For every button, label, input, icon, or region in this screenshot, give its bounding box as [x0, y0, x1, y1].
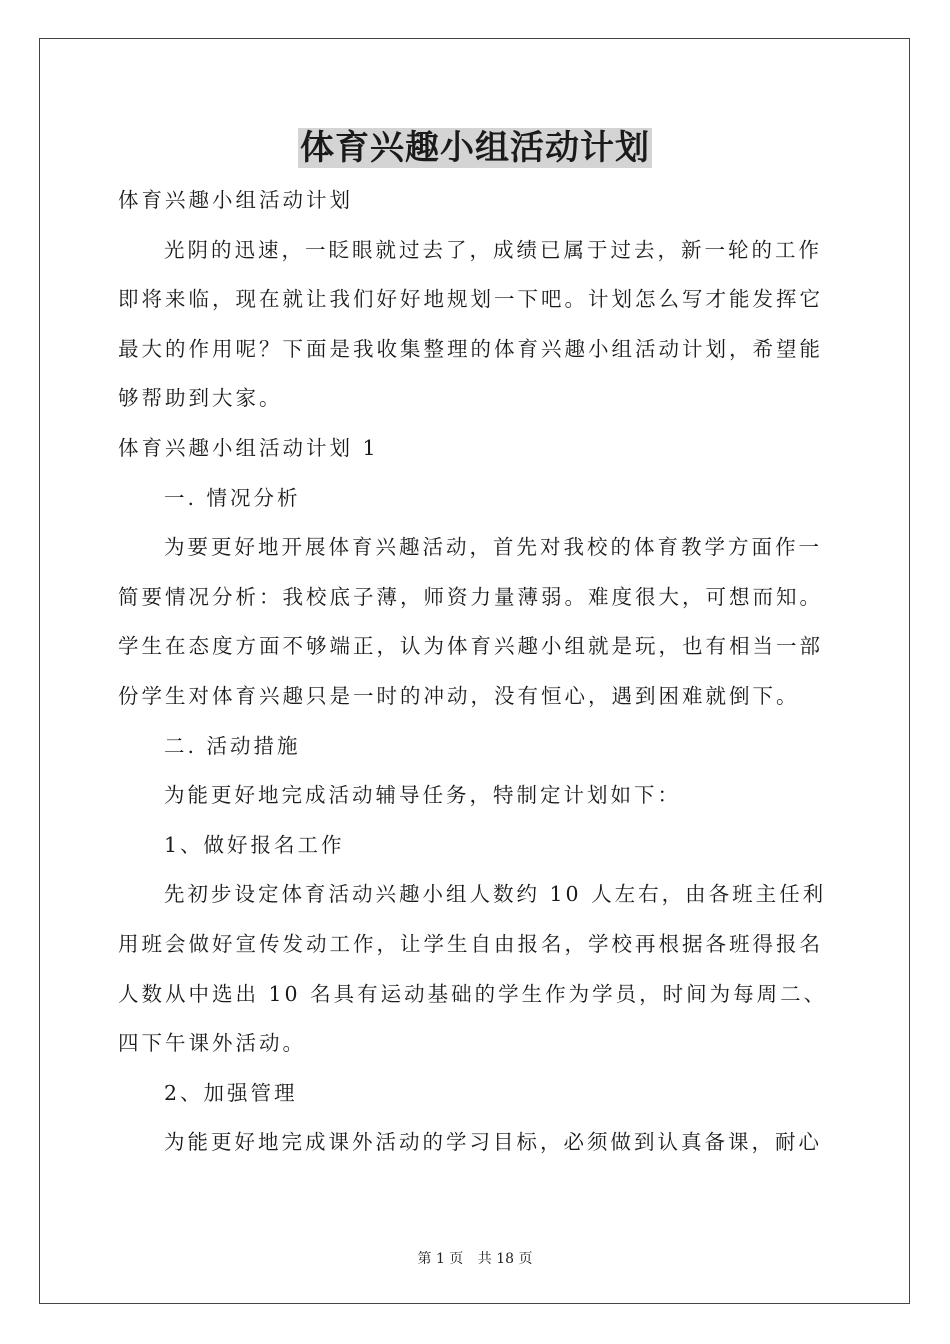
text-line: 为能更好地完成课外活动的学习目标，必须做到认真备课，耐心 — [164, 1130, 822, 1155]
text-line: 2、加强管理 — [164, 1080, 298, 1105]
text-line: 二. 活动措施 — [164, 733, 301, 758]
text-line: 简要情况分析：我校底子薄，师资力量薄弱。难度很大，可想而知。 — [118, 584, 823, 609]
text-line: 最大的作用呢？下面是我收集整理的体育兴趣小组活动计划，希望能 — [118, 336, 823, 361]
text-line: 人数从中选出 10 名具有运动基础的学生作为学员，时间为每周二、 — [118, 981, 828, 1006]
page-total: 共 18 页 — [477, 1251, 533, 1267]
text-line: 光阴的迅速，一眨眼就过去了，成绩已属于过去，新一轮的工作 — [164, 237, 822, 262]
text-line: 一. 情况分析 — [164, 485, 301, 510]
text-line: 学生在态度方面不够端正，认为体育兴趣小组就是玩，也有相当一部 — [118, 634, 823, 659]
text-line: 用班会做好宣传发动工作，让学生自由报名，学校再根据各班得报名 — [118, 931, 823, 956]
document-body — [118, 176, 834, 1168]
document-title-text: 体育兴趣小组活动计划 — [300, 128, 650, 168]
text-line: 1、做好报名工作 — [164, 832, 345, 857]
page-number: 第 1 页 — [417, 1251, 464, 1267]
text-line: 即将来临，现在就让我们好好地规划一下吧。计划怎么写才能发挥它 — [118, 287, 823, 312]
page-footer — [0, 1248, 950, 1268]
text-line: 为能更好地完成活动辅导任务，特制定计划如下： — [164, 783, 681, 808]
text-line: 四下午课外活动。 — [118, 1031, 306, 1056]
text-line: 为要更好地开展体育兴趣活动，首先对我校的体育教学方面作一 — [164, 535, 822, 560]
text-line: 体育兴趣小组活动计划 — [118, 188, 353, 212]
text-line: 先初步设定体育活动兴趣小组人数约 10 人左右，由各班主任利 — [164, 882, 827, 907]
text-line: 体育兴趣小组活动计划 1 — [118, 435, 379, 460]
text-line: 份学生对体育兴趣只是一时的冲动，没有恒心，遇到困难就倒下。 — [118, 683, 800, 708]
text-line: 够帮助到大家。 — [118, 386, 283, 411]
document-title — [0, 124, 950, 172]
